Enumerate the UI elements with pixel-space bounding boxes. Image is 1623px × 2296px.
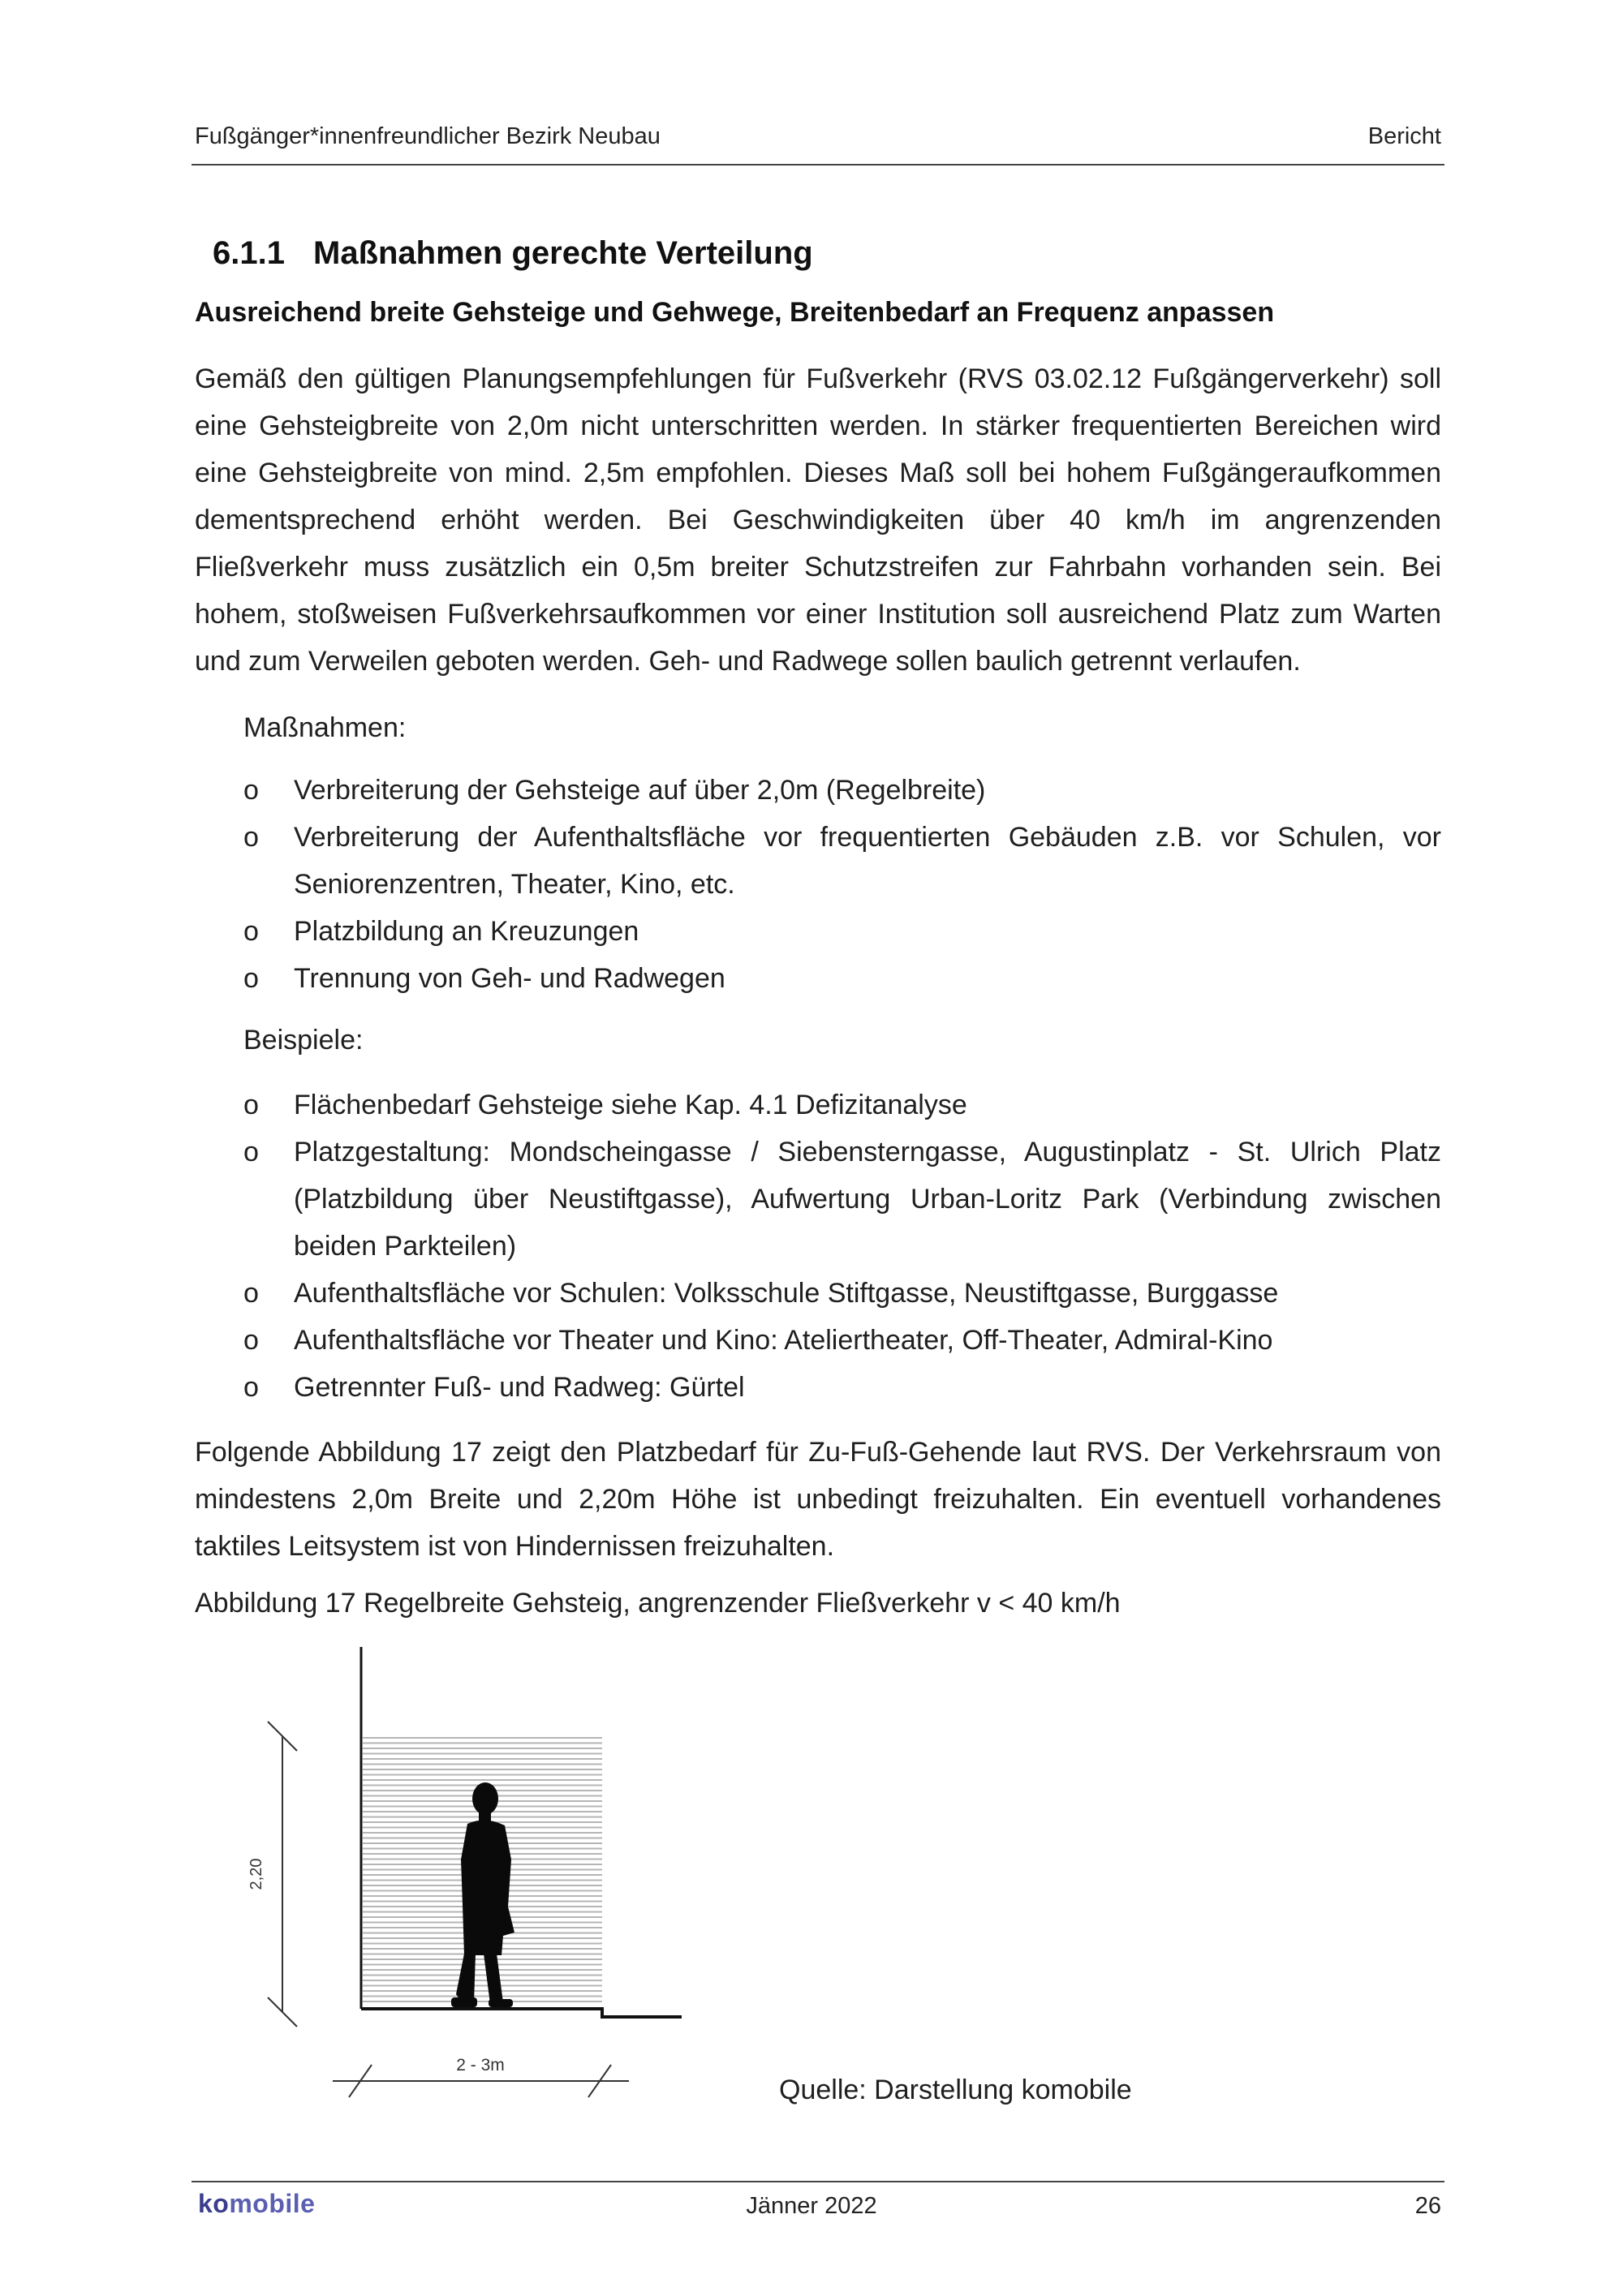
footer-date: Jänner 2022 [746, 2193, 877, 2219]
width-dimension-label: 2 - 3m [456, 2056, 505, 2075]
measures-list [243, 767, 1441, 1002]
height-dimension-label: 2,20 [248, 1858, 265, 1890]
list-item: o Verbreiterung der Gehsteige auf über 2,0m (Regelbreite) [243, 767, 1441, 814]
list-item: o Platzbildung an Kreuzungen [243, 908, 1441, 955]
bullet-icon: o [243, 1090, 259, 1120]
bullet-icon: o [243, 1137, 259, 1167]
list-item: o Verbreiterung der Aufenthaltsfläche vor frequentierten Gebäuden z.B. vor Schulen, vor Seniorenzentren, Theater, Kino, etc. [243, 814, 1441, 908]
figure-paragraph: Folgende Abbildung 17 zeigt den Platzbedarf für Zu-Fuß-Gehende laut RVS. Der Verkehrsraum von mindestens 2,0m Breite und 2,20m Höhe ist unbedingt freizuhalten. Ein eventuell vorhandenes taktiles Leitsystem ist von Hindernissen freizuhalten. [195, 1437, 1441, 1562]
section-title: Maßnahmen gerechte Verteilung [313, 235, 813, 271]
section-number: 6.1.1 [213, 235, 285, 271]
bullet-icon: o [243, 1278, 259, 1309]
sidewalk-clearance-diagram [243, 1647, 698, 2109]
figure-caption: Abbildung 17 Regelbreite Gehsteig, angrenzender Fließverkehr v < 40 km/h [195, 1588, 1121, 1619]
figure-source: Quelle: Darstellung komobile [779, 2075, 1132, 2105]
header-title: Fußgänger*innenfreundlicher Bezirk Neubau [195, 123, 661, 149]
bullet-icon: o [243, 916, 259, 947]
header-report-type: Bericht [1367, 123, 1441, 149]
bullet-icon: o [243, 1325, 259, 1356]
bullet-icon: o [243, 822, 259, 853]
section-subtitle: Ausreichend breite Gehsteige und Gehwege, Breitenbedarf an Frequenz anpassen [195, 297, 1275, 328]
bullet-icon: o [243, 963, 259, 994]
list-item: o Getrennter Fuß- und Radweg: Gürtel [243, 1364, 1441, 1411]
company-logo: komobile [198, 2189, 316, 2218]
list-item: o Flächenbedarf Gehsteige siehe Kap. 4.1 Defizitanalyse [243, 1081, 1441, 1129]
list-item: o Aufenthaltsfläche vor Schulen: Volksschule Stiftgasse, Neustiftgasse, Burggasse [243, 1270, 1441, 1317]
footer-divider [192, 2181, 1444, 2182]
header-divider [192, 164, 1444, 166]
bullet-icon: o [243, 1372, 259, 1403]
page-number: 26 [1414, 2193, 1441, 2219]
measures-label: Maßnahmen: [243, 712, 407, 743]
intro-paragraph: Gemäß den gültigen Planungsempfehlungen für Fußverkehr (RVS 03.02.12 Fußgängerverkehr) soll eine Gehsteigbreite von 2,0m nicht unterschritten werden. In stärker frequentierten Bereichen wird eine Gehsteigbreite von mind. 2,5m empfohlen. Dieses Maß soll bei hohem Fußgängeraufkommen dementsprechend erhöht werden. Bei Geschwindigkeiten über 40 km/h im angrenzenden Fließverkehr muss zusätzlich ein 0,5m breiter Schutzstreifen zur Fahrbahn vorhanden sein. Bei hohem, stoßweisen Fußverkehrsaufkommen vor einer Institution soll ausreichend Platz zum Warten und zum Verweilen geboten werden. Geh- und Radwege sollen baulich getrennt verlaufen. [195, 363, 1441, 677]
list-item: o Platzgestaltung: Mondscheingasse / Siebensterngasse, Augustinplatz - St. Ulrich Platz (Platzbildung über Neustiftgasse), Aufwertung Urban-Loritz Park (Verbindung zwischen beiden Parkteilen) [243, 1129, 1441, 1270]
section-heading [213, 235, 813, 272]
bullet-icon: o [243, 775, 259, 806]
list-item: o Aufenthaltsfläche vor Theater und Kino: Ateliertheater, Off-Theater, Admiral-Kino [243, 1317, 1441, 1364]
examples-list [243, 1081, 1441, 1411]
examples-label: Beispiele: [243, 1025, 364, 1056]
list-item: o Trennung von Geh- und Radwegen [243, 955, 1441, 1002]
ground-curb-line [361, 2009, 682, 2017]
